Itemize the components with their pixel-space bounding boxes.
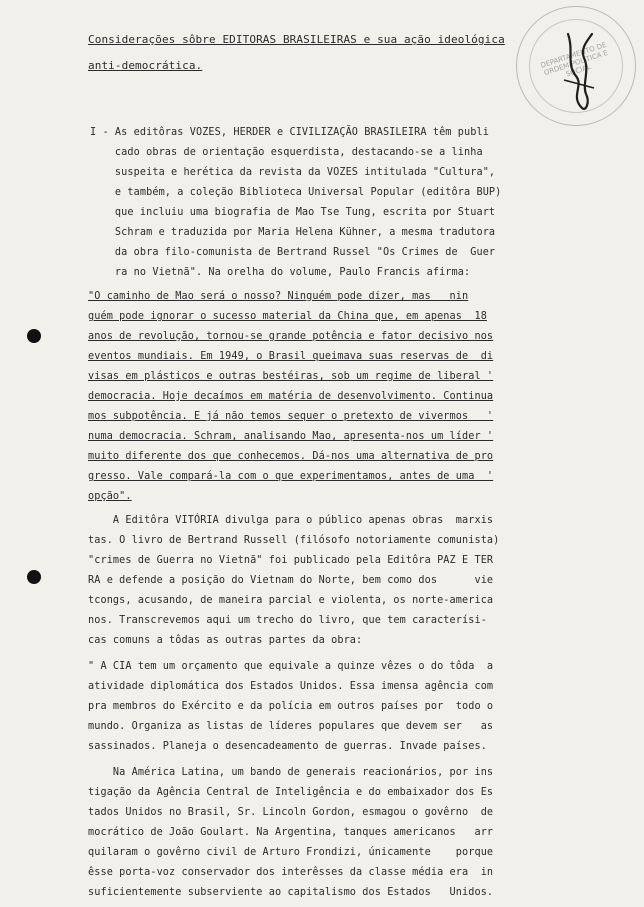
quote-line: eventos mundiais. Em 1949, o Brasil queimava suas reservas de di — [88, 351, 494, 362]
quote-line: gresso. Vale compará-la com o que experimentamos, antes de uma ' — [88, 471, 494, 482]
paragraph-line: suspeita e herética da revista da VOZES intitulada "Cultura", — [90, 167, 496, 178]
paragraph-line: ra no Vietnã". Na orelha do volume, Paulo Francis afirma: — [90, 267, 471, 278]
paragraph-line: Schram e traduzida por Maria Helena Kühner, a mesma tradutora — [90, 227, 496, 238]
quote-line: opção". — [88, 491, 132, 502]
paragraph-line: I - As editôras VOZES, HERDER e CIVILIZAÇÃO BRASILEIRA têm publi — [90, 127, 489, 138]
quote-line: muito diferente dos que conhecemos. Dá-nos uma alternativa de pro — [88, 451, 494, 462]
paragraph-line: mocrático de João Goulart. Na Argentina, tanques americanos arr — [88, 827, 494, 838]
quote-line: numa democracia. Schram, analisando Mao, apresenta-nos um líder ' — [88, 431, 494, 442]
punch-hole-bottom — [27, 570, 41, 584]
paragraph-line: A Editôra VITÓRIA divulga para o público apenas obras marxis — [88, 515, 494, 526]
paragraph-line: tcongs, acusando, de maneira parcial e violenta, os norte-america — [88, 595, 494, 606]
paragraph-line: quilaram o govêrno civil de Arturo Frondizi, únicamente porque — [88, 847, 494, 858]
quote-line: pra membros do Exército e da polícia em outros países por todo o — [88, 701, 494, 712]
quote-line: mundo. Organiza as listas de líderes populares que devem ser as — [88, 721, 494, 732]
stamp-text: DEPARTAMENTO DE ORDEM POLÍTICA E SOCIAL — [539, 40, 610, 79]
paragraph-line: Na América Latina, um bando de generais reacionários, por ins — [88, 767, 494, 778]
punch-hole-top — [27, 329, 41, 343]
quote-line: visas em plásticos e outras bestéiras, sob um regime de liberal ' — [88, 371, 494, 382]
paragraph-line: tados Unidos no Brasil, Sr. Lincoln Gordon, esmagou o govêrno de — [88, 807, 494, 818]
paragraph-line: da obra filo-comunista de Bertrand Russel "Os Crimes de Guer — [90, 247, 496, 258]
quote-line: democracia. Hoje decaímos em matéria de desenvolvimento. Continua — [88, 391, 494, 402]
paragraph-line: tigação da Agência Central de Inteligência e do embaixador dos Es — [88, 787, 494, 798]
paragraph-line: que incluiu uma biografia de Mao Tse Tung, escrita por Stuart — [90, 207, 496, 218]
paragraph-line: "crimes de Guerra no Vietnã" foi publicado pela Editôra PAZ E TER — [88, 555, 494, 566]
quote-line: sassinados. Planeja o desencadeamento de guerras. Invade países. — [88, 741, 487, 752]
paragraph-line: suficientemente subserviente ao capitalismo dos Estados Unidos. — [88, 887, 494, 898]
document-title-line-2: anti-democrática. — [88, 59, 203, 72]
quote-line: mos subpotência. E já não temos sequer o pretexto de vivermos ' — [88, 411, 494, 422]
quote-line: " A CIA tem um orçamento que equivale a quinze vêzes o do tôda a — [88, 661, 494, 672]
quote-line: "O caminho de Mao será o nosso? Ninguém pode dizer, mas nin — [88, 291, 469, 302]
quote-line: anos de revolução, tornou-se grande potência e fator decisivo nos — [88, 331, 494, 342]
document-title-line-1: Considerações sôbre EDITORAS BRASILEIRAS e sua ação ideológica — [88, 33, 505, 46]
paragraph-line: tas. O livro de Bertrand Russell (filósofo notoriamente comunista) — [88, 535, 500, 546]
paragraph-line: cado obras de orientação esquerdista, destacando-se a linha — [90, 147, 483, 158]
quote-line: atividade diplomática dos Estados Unidos. Essa imensa agência com — [88, 681, 494, 692]
quote-line: guém pode ignorar o sucesso material da China que, em apenas 18 — [88, 311, 487, 322]
paragraph-line: êsse porta-voz conservador dos interêsses da classe média era in — [88, 867, 494, 878]
paragraph-line: nos. Transcrevemos aqui um trecho do livro, que tem caracterísi- — [88, 615, 487, 626]
signature-mark — [560, 30, 600, 120]
paragraph-line: cas comuns a tôdas as outras partes da obra: — [88, 635, 363, 646]
paragraph-line: RA e defende a posição do Vietnam do Norte, bem como dos vie — [88, 575, 494, 586]
paragraph-line: e também, a coleção Biblioteca Universal Popular (editôra BUP) — [90, 187, 502, 198]
